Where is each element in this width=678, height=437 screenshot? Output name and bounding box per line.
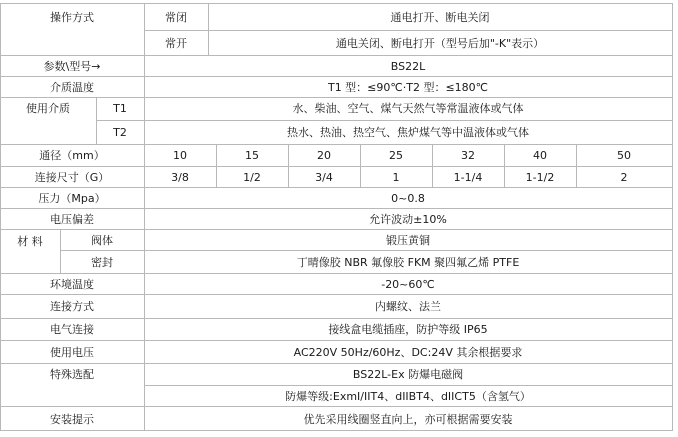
electrical-connection-value: 接线盒电缆插座，防护等级 IP65 (328, 323, 488, 336)
connection-size-value: 3/4 (315, 171, 333, 184)
connection-size-value: 3/8 (171, 171, 189, 184)
voltage-deviation-label: 电压偏差 (50, 213, 94, 226)
material-body-value: 锻压黄铜 (386, 234, 430, 247)
bore-value: 32 (461, 149, 475, 162)
bore-label: 通径（mm） (39, 149, 105, 162)
medium-t1-value: 水、柴油、空气、煤气天然气等常温液体或气体 (292, 102, 524, 115)
bore-value: 25 (389, 149, 403, 162)
pressure-label: 压力（Mpa） (38, 192, 106, 205)
material-label: 材 料 (17, 235, 43, 248)
pressure-value: 0~0.8 (391, 192, 425, 205)
normally-closed-value: 通电打开、断电关闭 (390, 11, 490, 24)
connection-size-value: 1/2 (243, 171, 261, 184)
medium-t1-label: T1 (113, 102, 127, 115)
normally-open-value: 通电关闭、断电打开（型号后加"-K"表示） (335, 37, 545, 50)
bore-value: 50 (617, 149, 631, 162)
bore-value: 15 (245, 149, 259, 162)
normally-closed-label: 常闭 (165, 11, 187, 24)
connection-size-value: 1-1/2 (525, 171, 555, 184)
normally-open-label: 常开 (165, 37, 187, 50)
bore-value: 40 (533, 149, 547, 162)
voltage-value: AC220V 50Hz/60Hz、DC:24V 其余根据要求 (293, 346, 523, 359)
ambient-temperature-value: -20~60℃ (381, 278, 435, 291)
model-value: BS22L (390, 60, 426, 73)
connection-size-value: 2 (620, 171, 628, 184)
install-notes-label: 安装提示 (50, 413, 94, 426)
model-label: 参数\型号→ (43, 60, 101, 73)
ambient-temperature-label: 环境温度 (50, 278, 94, 291)
medium-t2-value: 热水、热油、热空气、焦炉煤气等中温液体或气体 (287, 126, 529, 139)
action-mode-label: 操作方式 (50, 11, 94, 24)
material-seal-value: 丁晴像胶 NBR 氟像胶 FKM 聚四氟乙烯 PTFE (296, 256, 520, 269)
medium-label: 使用介质 (26, 102, 70, 115)
bore-value: 10 (173, 149, 187, 162)
connection-size-value: 1-1/4 (453, 171, 483, 184)
material-body-label: 阀体 (91, 234, 113, 247)
voltage-label: 使用电压 (50, 346, 94, 359)
bore-value: 20 (317, 149, 331, 162)
explosion-proof-rating: 防爆等级:ExmI/IIT4、dIIBT4、dIICT5（含氢气） (285, 390, 531, 403)
voltage-deviation-value: 允许波动±10% (369, 213, 447, 226)
material-seal-label: 密封 (91, 256, 113, 269)
medium-t2-label: T2 (113, 126, 127, 139)
connection-method-value: 内螺纹、法兰 (375, 300, 441, 313)
connection-size-label: 连接尺寸（G） (34, 171, 110, 184)
special-options-label: 特殊选配 (50, 368, 94, 381)
connection-size-value: 1 (392, 171, 400, 184)
medium-temperature-value: T1 型：≤90℃·T2 型：≤180℃ (327, 81, 489, 94)
connection-method-label: 连接方式 (50, 300, 94, 313)
medium-temperature-label: 介质温度 (50, 81, 94, 94)
special-options-value: BS22L-Ex 防爆电磁阀 (352, 368, 464, 381)
electrical-connection-label: 电气连接 (50, 323, 94, 336)
install-notes-value: 优先采用线圈竖直向上，亦可根据需要安装 (303, 413, 513, 426)
